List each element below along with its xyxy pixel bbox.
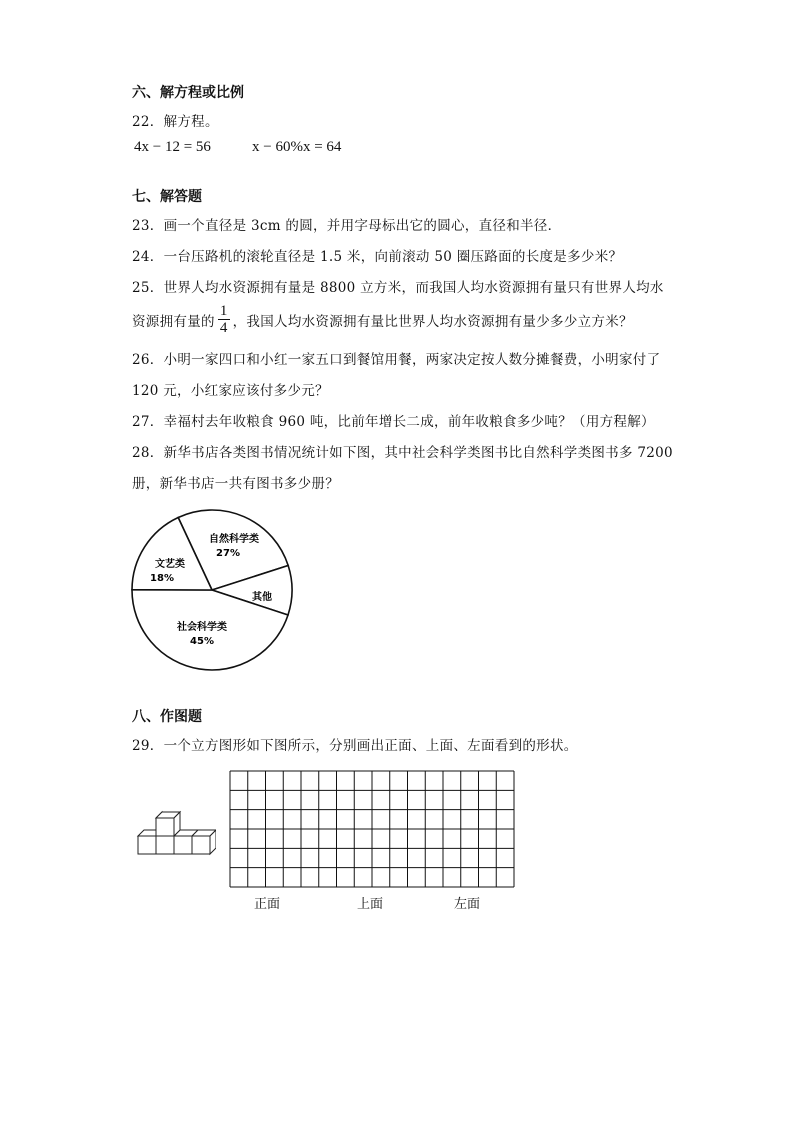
section-7-title: 七、解答题 [132, 189, 202, 205]
cube-front-face [156, 836, 174, 854]
equation-1: 4x − 12 = 56 [134, 139, 211, 155]
pie-label-literature-art: 文艺类 [155, 559, 185, 570]
question-26-line2: 120 元，小红家应该付多少元？ [132, 383, 329, 399]
equation-2: x − 60%x = 64 [252, 139, 342, 155]
cube-front-face [192, 836, 210, 854]
cube-front-face [174, 836, 192, 854]
fraction-numerator: 1 [219, 303, 228, 319]
question-25-line1: 25．世界人均水资源拥有量是 8800 立方米，而我国人均水资源拥有量只有世界人均水 [132, 280, 664, 296]
book-category-pie-chart [130, 505, 300, 675]
drawing-grid[interactable] [229, 770, 515, 888]
cube-front-face [156, 818, 174, 836]
section-6-title: 六、解方程或比例 [132, 85, 244, 101]
question-26-line1: 26．小明一家四口和小红一家五口到餐馆用餐，两家决定按人数分摊餐费，小明家付了 [132, 352, 661, 368]
pie-label-other: 其他 [252, 592, 272, 603]
cube-front-face [138, 836, 156, 854]
question-25-text-after: ，我国人均水资源拥有量比世界人均水资源拥有量少多少立方米？ [232, 313, 633, 330]
question-24: 24．一台压路机的滚轮直径是 1.5 米，向前滚动 50 圈压路面的长度是多少米？ [132, 249, 623, 265]
question-22: 22．解方程。 [132, 114, 219, 130]
fraction-denominator: 4 [219, 320, 228, 336]
question-25-text-before: 资源拥有量的 [132, 313, 215, 330]
caption-front-view: 正面 [254, 897, 281, 912]
pie-percent-literature-art: 18% [150, 573, 174, 584]
question-28-line1: 28．新华书店各类图书情况统计如下图，其中社会科学类图书比自然科学类图书多 7200 [132, 445, 673, 461]
fraction-one-quarter [218, 303, 230, 336]
pie-label-natural-science: 自然科学类 [209, 534, 259, 545]
question-23: 23．画一个直径是 3cm 的圆，并用字母标出它的圆心，直径和半径． [132, 218, 562, 234]
cube-stack-figure [136, 808, 216, 858]
caption-left-view: 左面 [454, 897, 481, 912]
question-25-line2 [132, 303, 633, 336]
pie-percent-natural-science: 27% [216, 548, 240, 559]
question-28-line2: 册，新华书店一共有图书多少册？ [132, 476, 339, 492]
question-29: 29．一个立方图形如下图所示，分别画出正面、上面、左面看到的形状。 [132, 738, 578, 754]
section-8-title: 八、作图题 [132, 709, 202, 725]
pie-percent-social-science: 45% [190, 636, 214, 647]
caption-top-view: 上面 [357, 897, 384, 912]
pie-label-social-science: 社会科学类 [177, 622, 227, 633]
question-27: 27．幸福村去年收粮食 960 吨，比前年增长二成，前年收粮食多少吨？（用方程解） [132, 414, 655, 430]
